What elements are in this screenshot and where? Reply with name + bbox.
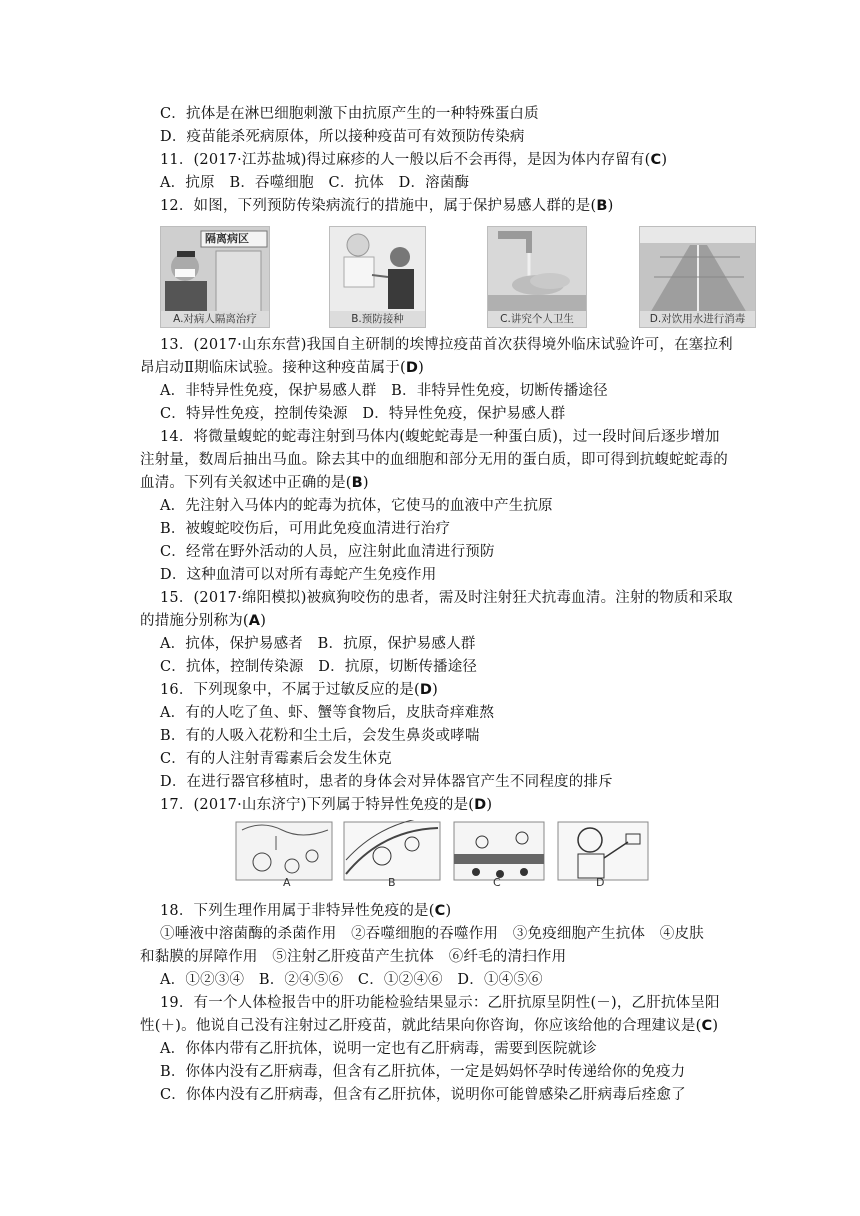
question-13-cont: 昂启动Ⅱ期临床试验。接种这种疫苗属于(D)	[140, 360, 424, 376]
answer: D	[405, 360, 419, 376]
photo-vaccination	[329, 226, 426, 328]
option-line: C．抗体是在淋巴细胞刺激下由抗原产生的一种特殊蛋白质	[160, 106, 539, 122]
option-line: B．有的人吸入花粉和尘土后，会发生鼻炎或哮喘	[160, 728, 480, 744]
question-13: 13．(2017·山东东营)我国自主研制的埃博拉疫苗首次获得境外临床试验许可，在塞拉利	[160, 337, 733, 353]
option-line: D．在进行器官移植时，患者的身体会对异体器官产生不同程度的排斥	[160, 774, 613, 790]
drawing-b	[344, 820, 440, 880]
question-19-cont: 性(＋)。他说自己没有注射过乙肝疫苗，就此结果向你咨询，你应该给他的合理建议是(C)	[140, 1018, 719, 1034]
option-line: A．①②③④ B．②④⑤⑥ C．①②④⑥ D．①④⑤⑥	[160, 972, 543, 988]
answer: C	[434, 903, 446, 919]
photo-caption: D.对饮用水进行消毒	[640, 311, 755, 327]
answer: D	[419, 682, 433, 698]
water-plant-illustration	[640, 227, 756, 313]
handwashing-illustration	[488, 227, 587, 313]
option-line: A．抗体，保护易感者 B．抗原，保护易感人群	[160, 636, 476, 652]
option-line: D．这种血清可以对所有毒蛇产生免疫作用	[160, 567, 437, 583]
question-14: 14．将微量蝮蛇的蛇毒注射到马体内(蝮蛇蛇毒是一种蛋白质)，过一段时间后逐步增加	[160, 429, 720, 445]
answer: A	[248, 613, 261, 629]
question-14-cont: 血清。下列有关叙述中正确的是(B)	[140, 475, 369, 491]
photo-hygiene	[487, 226, 587, 328]
answer: B	[596, 198, 608, 214]
question-14-cont: 注射量，数周后抽出马血。除去其中的血细胞和部分无用的蛋白质，即可得到抗蝮蛇蛇毒的	[140, 452, 728, 468]
option-line: ①唾液中溶菌酶的杀菌作用 ②吞噬细胞的吞噬作用 ③免疫细胞产生抗体 ④皮肤	[160, 926, 704, 942]
answer: D	[474, 797, 487, 813]
question-15-cont: 的措施分别称为(A)	[140, 613, 267, 629]
option-line: 和黏膜的屏障作用 ⑤注射乙肝疫苗产生抗体 ⑥纤毛的清扫作用	[140, 949, 567, 965]
option-line: C．特异性免疫，控制传染源 D．特异性免疫，保护易感人群	[160, 406, 566, 422]
question-11: 11．(2017·江苏盐城)得过麻疹的人一般以后不会再得，是因为体内存留有(C)	[160, 152, 668, 168]
option-line: B．被蝮蛇咬伤后，可用此免疫血清进行治疗	[160, 521, 451, 537]
photo-isolation	[160, 226, 270, 328]
option-line: C．有的人注射青霉素后会发生休克	[160, 751, 392, 767]
answer: C	[650, 152, 662, 168]
photo-caption: C.讲究个人卫生	[488, 311, 586, 327]
option-line: C．抗体，控制传染源 D．抗原，切断传播途径	[160, 659, 478, 675]
option-line: A．有的人吃了鱼、虾、蟹等食物后，皮肤奇痒难熬	[160, 705, 495, 721]
option-line: A．非特异性免疫，保护易感人群 B．非特异性免疫，切断传播途径	[160, 383, 608, 399]
question-17: 17．(2017·山东济宁)下列属于特异性免疫的是(D)	[160, 797, 493, 813]
option-line: C．经常在野外活动的人员，应注射此血清进行预防	[160, 544, 495, 560]
drawing-c	[454, 822, 544, 880]
option-line: B．你体内没有乙肝病毒，但含有乙肝抗体，一定是妈妈怀孕时传递给你的免疫力	[160, 1064, 686, 1080]
question-15: 15．(2017·绵阳模拟)被疯狗咬伤的患者，需及时注射狂犬抗毒血清。注射的物质和采取	[160, 590, 733, 606]
question-12: 12．如图，下列预防传染病流行的措施中，属于保护易感人群的是(B)	[160, 198, 614, 214]
question-16: 16．下列现象中，不属于过敏反应的是(D)	[160, 682, 439, 698]
drawing-a	[236, 822, 332, 880]
photo-caption: A.对病人隔离治疗	[161, 311, 269, 327]
photo-water-disinfection	[639, 226, 756, 328]
vaccination-illustration	[330, 227, 426, 313]
figure-label: D	[596, 876, 605, 889]
figure-label: A	[283, 876, 291, 889]
option-line: C．你体内没有乙肝病毒，但含有乙肝抗体，说明你可能曾感染乙肝病毒后痊愈了	[160, 1087, 686, 1103]
option-line: A．抗原 B．吞噬细胞 C．抗体 D．溶菌酶	[160, 175, 470, 191]
answer: C	[701, 1018, 713, 1034]
sign-label: 隔离病区	[205, 232, 249, 245]
option-line: A．你体内带有乙肝抗体，说明一定也有乙肝病毒，需要到医院就诊	[160, 1041, 597, 1057]
figure-label: B	[388, 876, 396, 889]
option-line: D．疫苗能杀死病原体，所以接种疫苗可有效预防传染病	[160, 129, 525, 145]
question-19: 19．有一个人体检报告中的肝功能检验结果显示：乙肝抗原呈阴性(－)，乙肝抗体呈阳	[160, 995, 720, 1011]
question-18: 18．下列生理作用属于非特异性免疫的是(C)	[160, 903, 452, 919]
option-line: A．先注射入马体内的蛇毒为抗体，它使马的血液中产生抗原	[160, 498, 553, 514]
drawing-d	[558, 822, 648, 880]
photo-caption: B.预防接种	[330, 311, 425, 327]
figure-label: C	[493, 876, 501, 889]
answer: B	[351, 475, 363, 491]
immunity-drawings	[232, 820, 652, 892]
